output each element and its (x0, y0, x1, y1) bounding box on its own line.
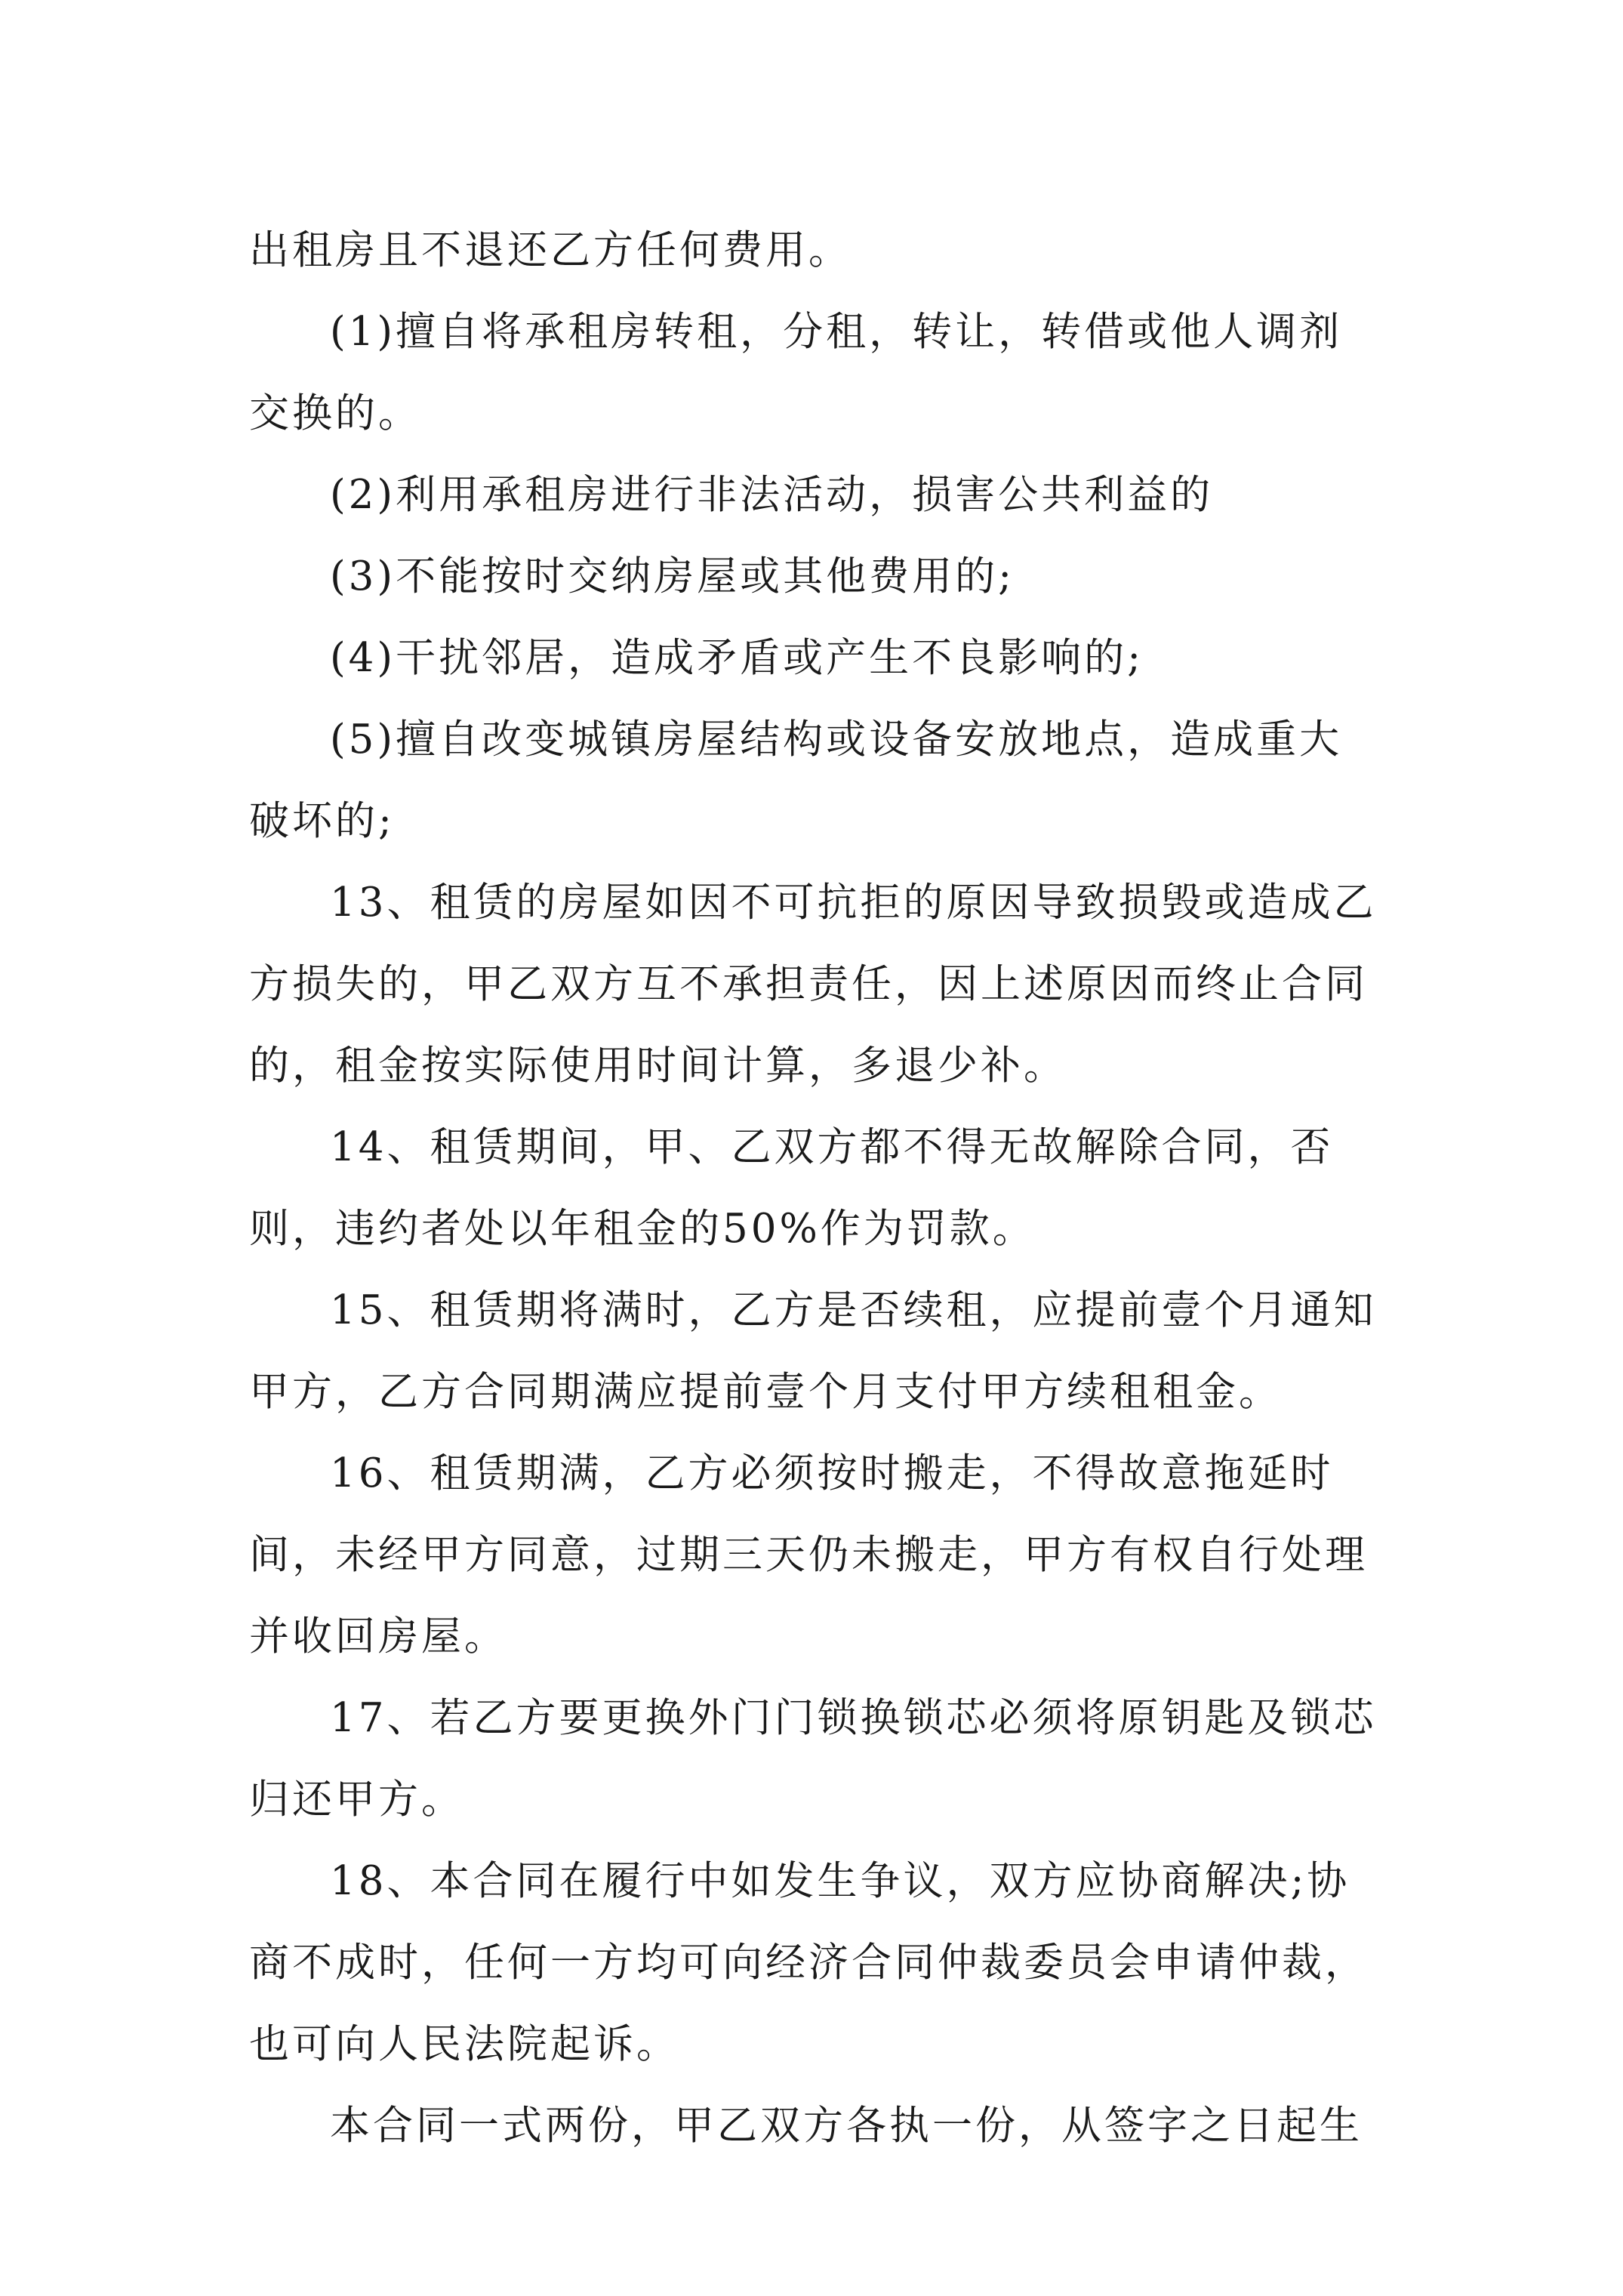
paragraph-item-3: (3)不能按时交纳房屋或其他费用的; (330, 553, 1015, 599)
paragraph-clause-13: 13、租赁的房屋如因不可抗拒的原因导致损毁或造成乙方损失的，甲乙双方互不承担责任，因上述原因而终止合同的，租金按实际使用时间计算，多退少补。 (249, 880, 1377, 1089)
paragraph-fee-clause-tail: 出租房且不退还乙方任何费用。 (249, 227, 852, 273)
paragraph-item-1: (1)擅自将承租房转租，分租，转让，转借或他人调剂交换的。 (249, 309, 1343, 436)
paragraph-copies-clause: 本合同一式两份，甲乙双方各执一份，从签字之日起生 (330, 2103, 1363, 2149)
document-body (249, 210, 1381, 2167)
paragraph-item-4: (4)干扰邻居，造成矛盾或产生不良影响的; (330, 635, 1144, 681)
paragraph-item-2: (2)利用承租房进行非法活动，损害公共利益的 (330, 472, 1214, 518)
paragraph-clause-14: 14、租赁期间，甲、乙双方都不得无故解除合同，否则，违约者处以年租金的50%作为罚款。 (249, 1124, 1334, 1252)
paragraph-clause-18: 18、本合同在履行中如发生争议，双方应协商解决;协商不成时，任何一方均可向经济合同仲裁委员会申请仲裁，也可向人民法院起诉。 (249, 1858, 1368, 2067)
paragraph-clause-17: 17、若乙方要更换外门门锁换锁芯必须将原钥匙及锁芯归还甲方。 (249, 1695, 1377, 1823)
paragraph-clause-15: 15、租赁期将满时，乙方是否续租，应提前壹个月通知甲方，乙方合同期满应提前壹个月支付甲方续租租金。 (249, 1287, 1377, 1415)
paragraph-item-5: (5)擅自改变城镇房屋结构或设备安放地点，造成重大破坏的; (249, 717, 1343, 844)
paragraph-clause-16: 16、租赁期满，乙方必须按时搬走，不得故意拖延时间，未经甲方同意，过期三天仍未搬走，甲方有权自行处理并收回房屋。 (249, 1450, 1368, 1660)
